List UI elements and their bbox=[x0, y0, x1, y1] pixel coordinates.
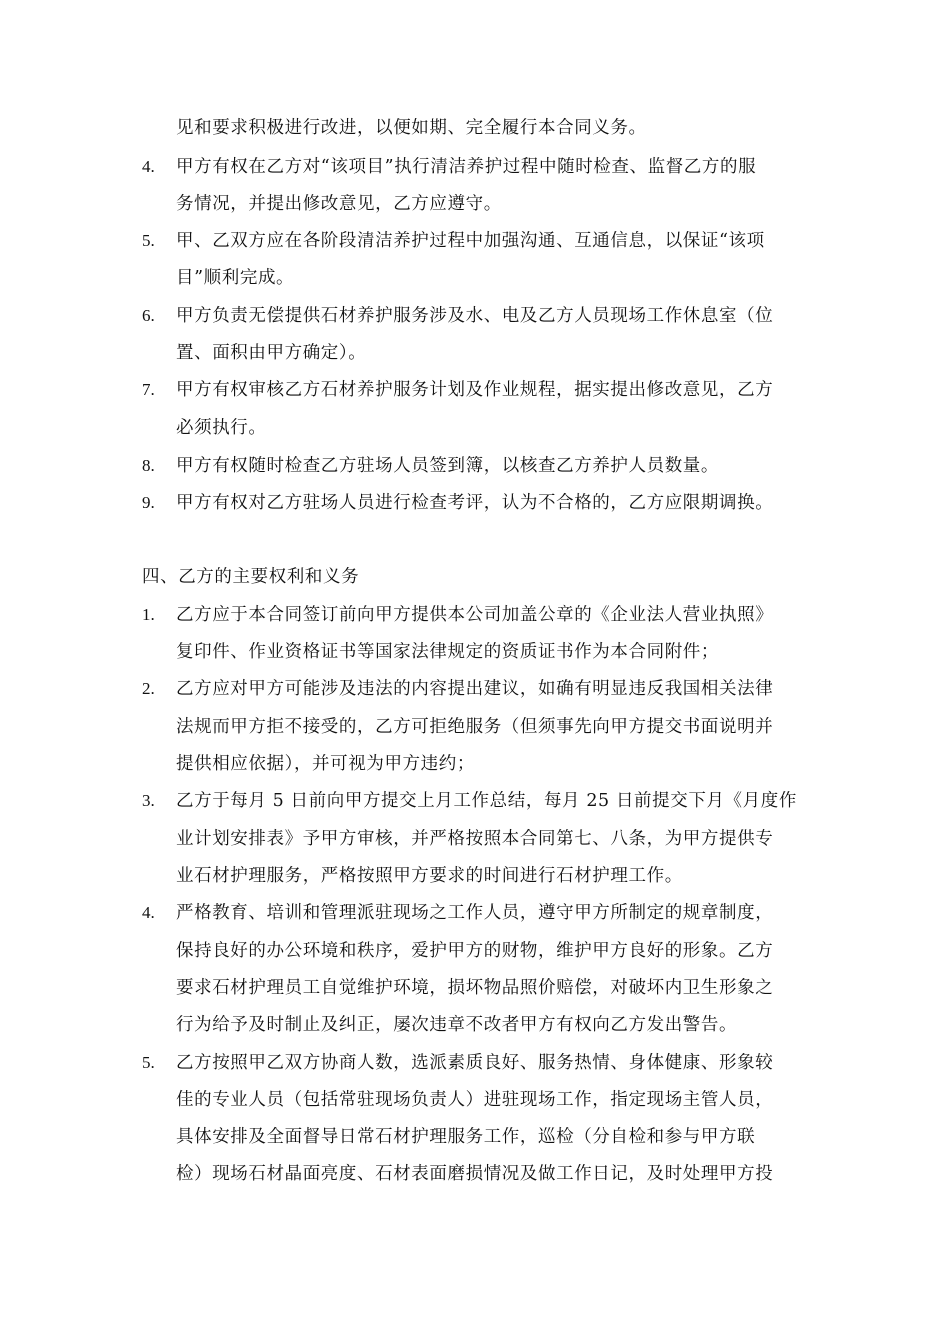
item-number: 4. bbox=[142, 903, 155, 922]
item-text-line: 目”顺利完成。 bbox=[176, 268, 295, 288]
item-text-line: 乙方应于本合同签订前向甲方提供本公司加盖公章的《企业法人营业执照》 bbox=[176, 605, 774, 625]
item-text-line: 甲方有权随时检查乙方驻场人员签到簿，以核查乙方养护人员数量。 bbox=[176, 456, 719, 476]
item-text-line: 乙方于每月 5 日前向甲方提交上月工作总结，每月 25 日前提交下月《月度作 bbox=[176, 791, 797, 811]
item-text-line: 佳的专业人员（包括常驻现场负责人）进驻现场工作，指定现场主管人员， bbox=[176, 1090, 774, 1110]
item-number: 2. bbox=[142, 679, 155, 698]
section-heading: 四、乙方的主要权利和义务 bbox=[142, 567, 360, 587]
item-text-line: 必须执行。 bbox=[176, 418, 267, 438]
item-number: 1. bbox=[142, 605, 155, 624]
item-text-line: 复印件、作业资格证书等国家法律规定的资质证书作为本合同附件； bbox=[176, 642, 719, 662]
item-text-line: 置、面积由甲方确定）。 bbox=[176, 343, 367, 363]
item-number: 9. bbox=[142, 493, 155, 512]
item-number: 7. bbox=[142, 380, 155, 399]
item-text-line: 检）现场石材晶面亮度、石材表面磨损情况及做工作日记，及时处理甲方投 bbox=[176, 1164, 774, 1184]
item-text-line: 提供相应依据），并可视为甲方违约； bbox=[176, 754, 475, 774]
item-text-line: 保持良好的办公环境和秩序，爱护甲方的财物，维护甲方良好的形象。乙方 bbox=[176, 941, 774, 961]
item-text-line: 要求石材护理员工自觉维护环境，损坏物品照价赔偿，对破坏内卫生形象之 bbox=[176, 978, 774, 998]
item-text-line: 甲方负责无偿提供石材养护服务涉及水、电及乙方人员现场工作休息室（位 bbox=[176, 306, 774, 326]
item-number: 8. bbox=[142, 456, 155, 475]
item-text-line: 法规而甲方拒不接受的，乙方可拒绝服务（但须事先向甲方提交书面说明并 bbox=[176, 717, 774, 737]
item-number: 5. bbox=[142, 231, 155, 250]
item-text-line: 甲方有权对乙方驻场人员进行检查考评，认为不合格的，乙方应限期调换。 bbox=[176, 493, 774, 513]
item-number: 4. bbox=[142, 157, 155, 176]
item-text-line: 行为给予及时制止及纠正，屡次违章不改者甲方有权向乙方发出警告。 bbox=[176, 1015, 738, 1035]
item-text-line: 严格教育、培训和管理派驻现场之工作人员，遵守甲方所制定的规章制度， bbox=[176, 903, 774, 923]
item-text-line: 乙方应对甲方可能涉及违法的内容提出建议，如确有明显违反我国相关法律 bbox=[176, 679, 774, 699]
item-text-line: 业计划安排表》予甲方审核，并严格按照本合同第七、八条，为甲方提供专 bbox=[176, 829, 774, 849]
item-text-line: 务情况，并提出修改意见，乙方应遵守。 bbox=[176, 194, 502, 214]
item-text-line: 业石材护理服务，严格按照甲方要求的时间进行石材护理工作。 bbox=[176, 866, 683, 886]
item-text-line: 乙方按照甲乙双方协商人数，选派素质良好、服务热情、身体健康、形象较 bbox=[176, 1053, 774, 1073]
item-number: 3. bbox=[142, 791, 155, 810]
item-number: 5. bbox=[142, 1053, 155, 1072]
item-text-line: 甲方有权在乙方对“该项目”执行清洁养护过程中随时检查、监督乙方的服 bbox=[176, 157, 757, 177]
item-text-line: 具体安排及全面督导日常石材护理服务工作，巡检（分自检和参与甲方联 bbox=[176, 1127, 756, 1147]
intro-line: 见和要求积极进行改进，以便如期、完全履行本合同义务。 bbox=[176, 118, 647, 138]
item-text-line: 甲方有权审核乙方石材养护服务计划及作业规程，据实提出修改意见，乙方 bbox=[176, 380, 774, 400]
item-text-line: 甲、乙双方应在各阶段清洁养护过程中加强沟通、互通信息，以保证“该项 bbox=[176, 231, 765, 251]
item-number: 6. bbox=[142, 306, 155, 325]
